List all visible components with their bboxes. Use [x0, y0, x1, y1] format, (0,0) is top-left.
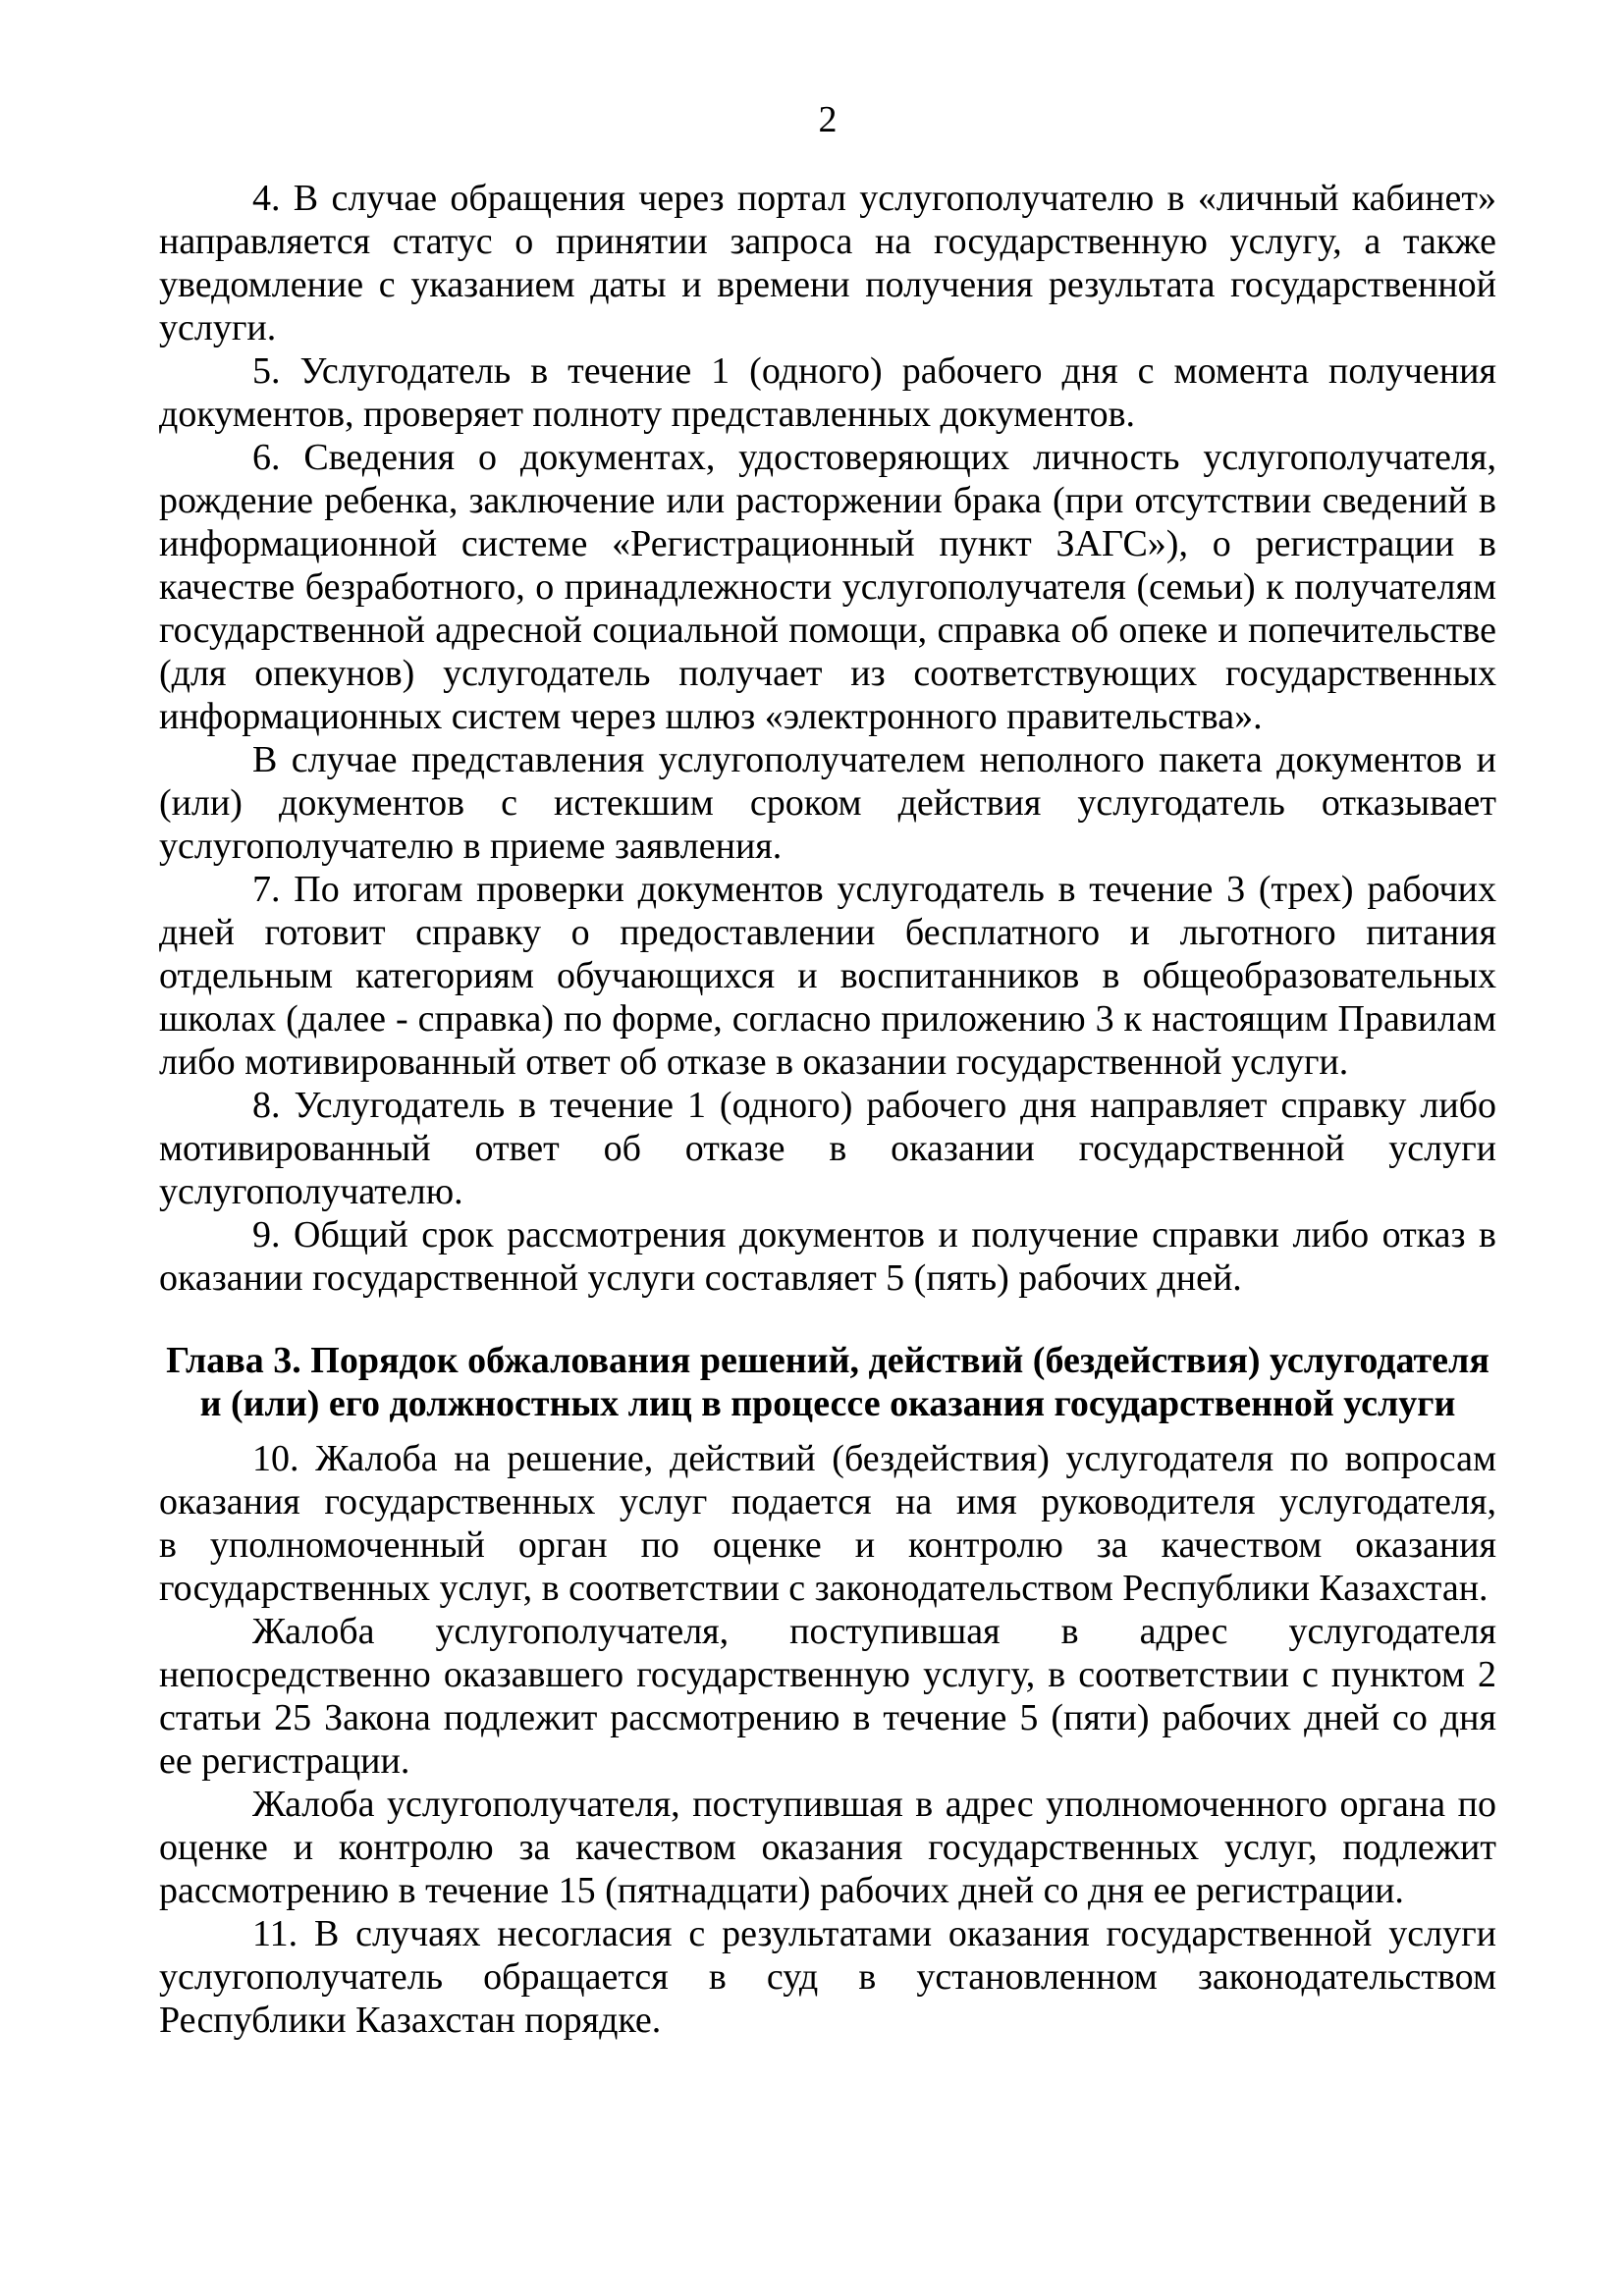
paragraph-6-continuation: В случае представления услугополучателем неполного пакета документов и (или) документов с истекшим сроком действия услугодатель отказывает услугополучателю в приеме заявления. — [159, 739, 1496, 867]
paragraph-10-continuation-1: Жалоба услугополучателя, поступившая в адрес услугодателя непосредственно оказавшего государственную услугу, в соответствии с пунктом 2 статьи 25 Закона подлежит рассмотрению в течение 5 (пяти) рабочих дней со дня ее регистрации. — [159, 1611, 1496, 1782]
page-number: 2 — [818, 99, 838, 140]
paragraph-9: 9. Общий срок рассмотрения документов и получение справки либо отказ в оказании государственной услуги составляет 5 (пять) рабочих дней. — [159, 1214, 1496, 1299]
paragraph-10-continuation-2: Жалоба услугополучателя, поступившая в адрес уполномоченного органа по оценке и контролю за качеством оказания государственных услуг, подлежит рассмотрению в течение 15 (пятнадцати) рабочих дней со дня ее регистрации. — [159, 1784, 1496, 1911]
chapter-3-heading: Глава 3. Порядок обжалования решений, действий (бездействия) услугодателя и (или) его должностных лиц в процессе оказания государственной услуги — [166, 1340, 1489, 1424]
document-content — [159, 98, 1496, 2042]
paragraph-5: 5. Услугодатель в течение 1 (одного) рабочего дня с момента получения документов, проверяет полноту представленных документов. — [159, 350, 1496, 435]
paragraph-10: 10. Жалоба на решение, действий (бездействия) услугодателя по вопросам оказания государственных услуг подается на имя руководителя услугодателя, в уполномоченный орган по оценке и контролю за качеством оказания государственных услуг, в соответствии с законодательством Республики Казахстан. — [159, 1438, 1496, 1609]
paragraph-11: 11. В случаях несогласия с результатами оказания государственной услуги услугополучатель обращается в суд в установленном законодательством Республики Казахстан порядке. — [159, 1913, 1496, 2041]
paragraph-8: 8. Услугодатель в течение 1 (одного) рабочего дня направляет справку либо мотивированный ответ об отказе в оказании государственной услуги услугополучателю. — [159, 1085, 1496, 1212]
paragraph-4: 4. В случае обращения через портал услугополучателю в «личный кабинет» направляется статус о принятии запроса на государственную услугу, а также уведомление с указанием даты и времени получения результата государственной услуги. — [159, 178, 1496, 348]
paragraph-7: 7. По итогам проверки документов услугодатель в течение 3 (трех) рабочих дней готовит справку о предоставлении бесплатного и льготного питания отдельным категориям обучающихся и воспитанников в общеобразовательных школах (далее - справка) по форме, согласно приложению 3 к настоящим Правилам либо мотивированный ответ об отказе в оказании государственной услуги. — [159, 869, 1496, 1083]
paragraph-6: 6. Сведения о документах, удостоверяющих личность услугополучателя, рождение ребенка, заключение или расторжении брака (при отсутствии сведений в информационной системе «Регистрационный пункт ЗАГС»), о регистрации в качестве безработного, о принадлежности услугополучателя (семьи) к получателям государственной адресной социальной помощи, справка об опеке и попечительстве (для опекунов) услугодатель получает из соответствующих государственных информационных систем через шлюз «электронного правительства». — [159, 437, 1496, 737]
